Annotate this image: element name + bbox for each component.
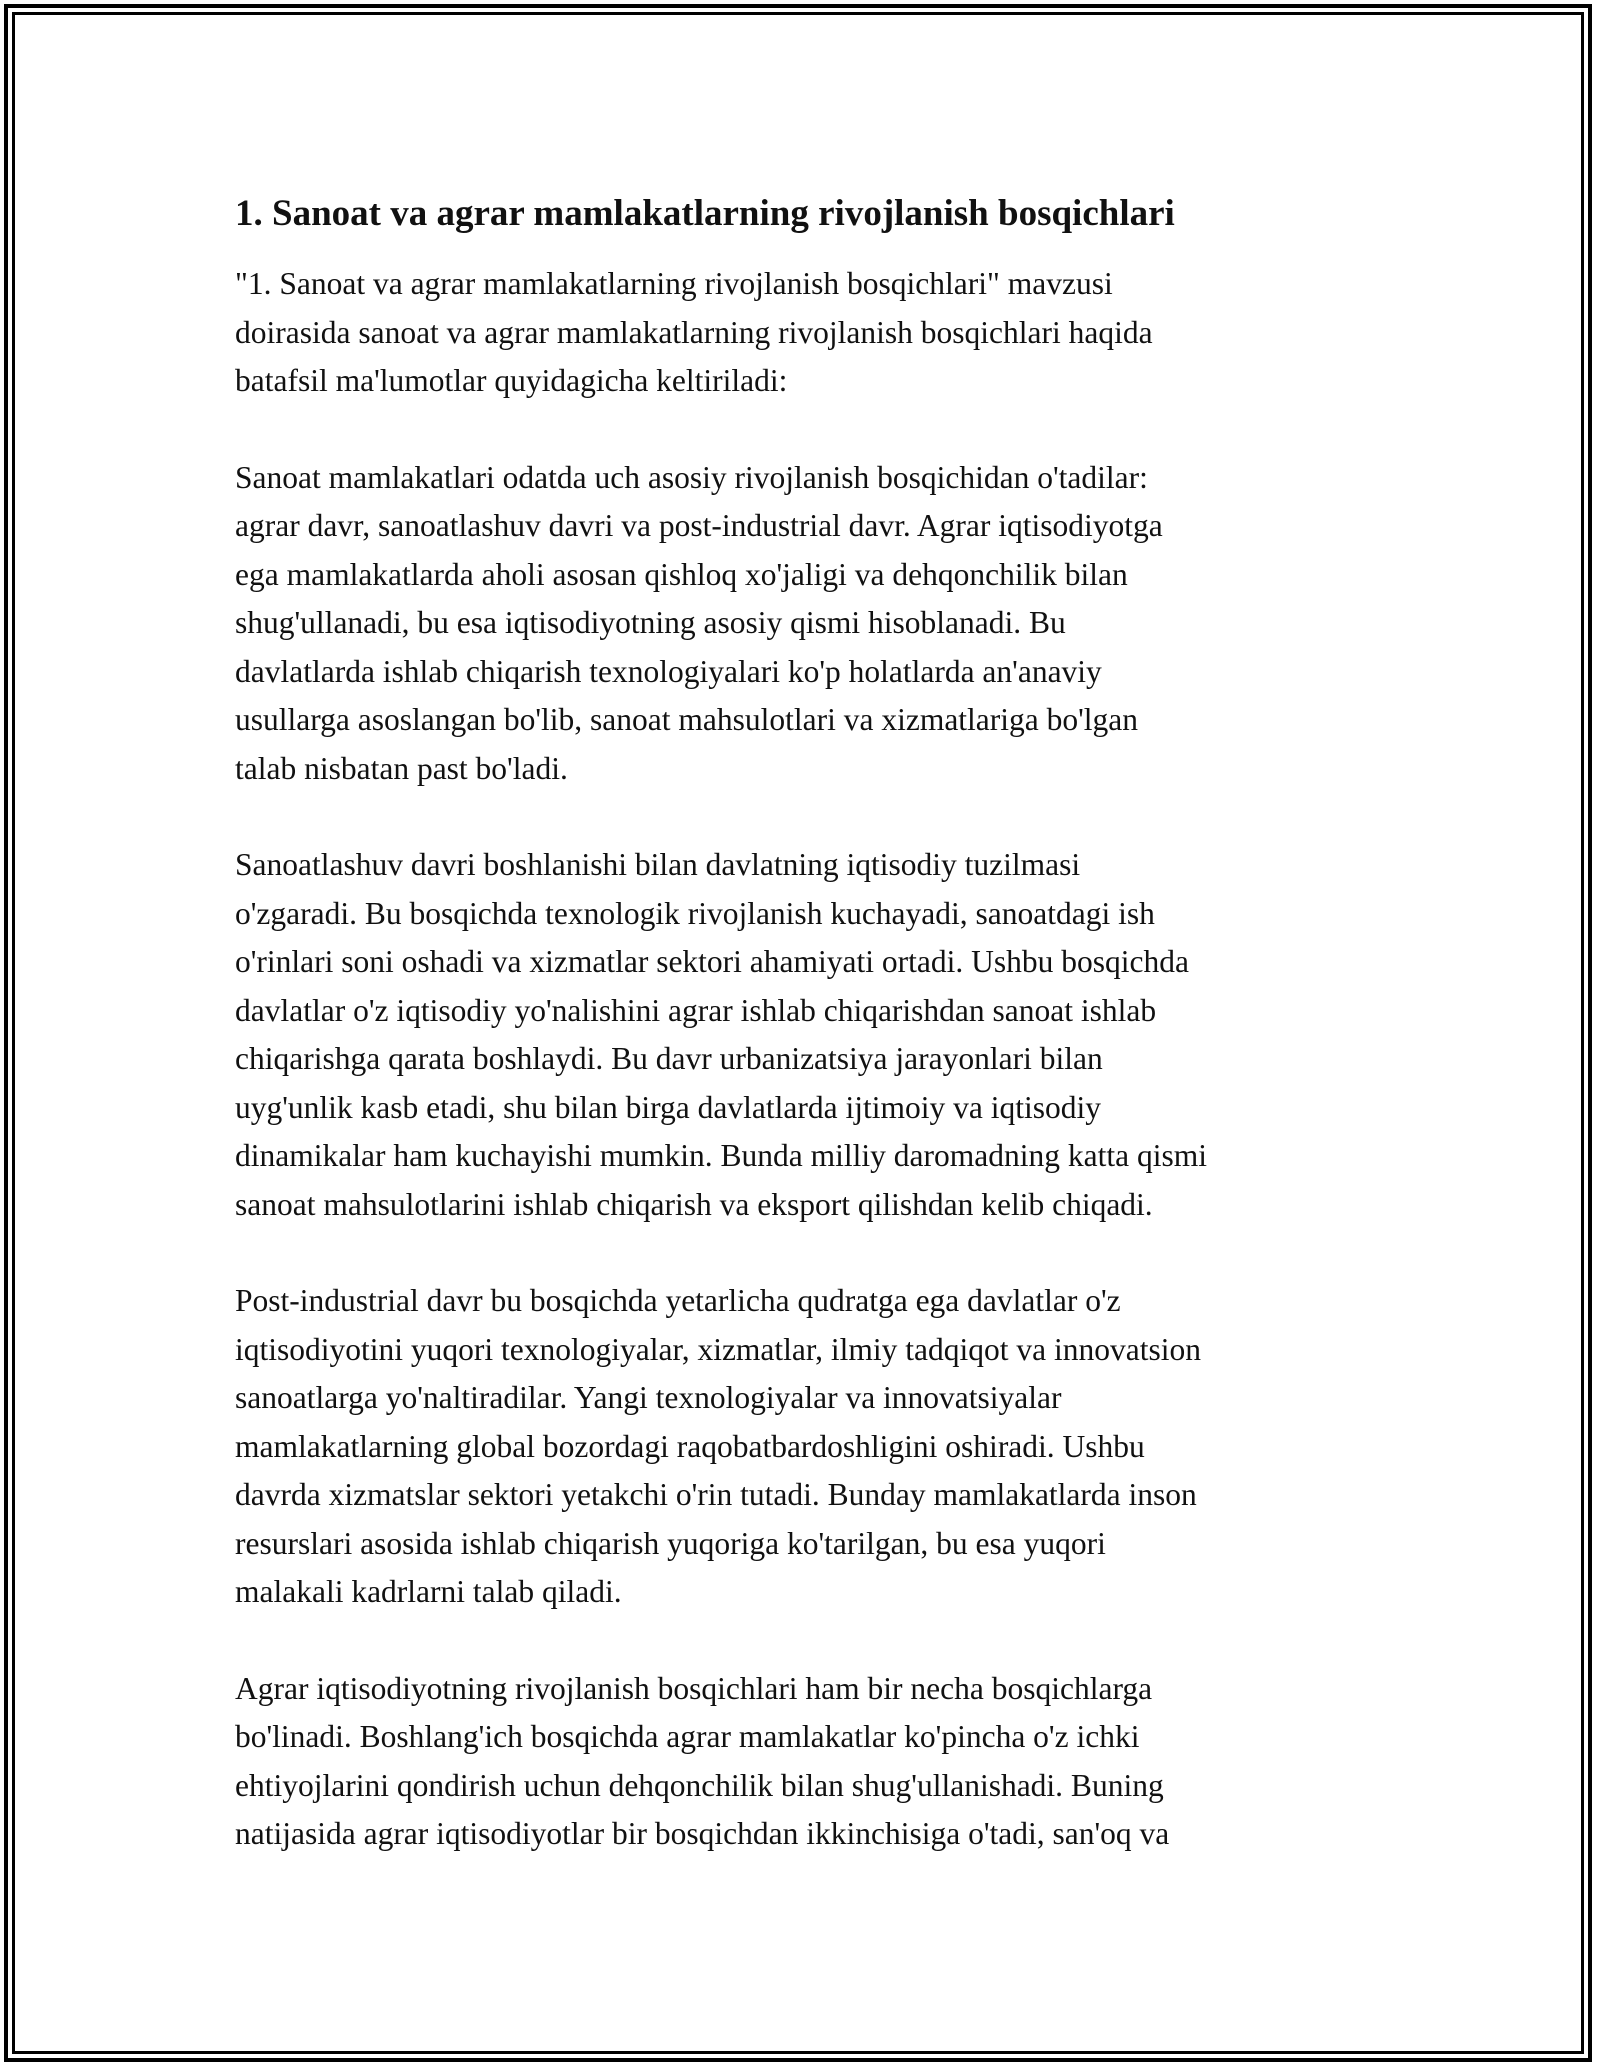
paragraph-intro bbox=[235, 260, 1375, 406]
document-heading: 1. Sanoat va agrar mamlakatlarning rivojlanish bosqichlari bbox=[235, 193, 1175, 234]
paragraph-line: batafsil ma'lumotlar quyidagicha keltiriladi: bbox=[235, 363, 788, 398]
paragraph-line: iqtisodiyotini yuqori texnologiyalar, xizmatlar, ilmiy tadqiqot va innovatsion bbox=[235, 1331, 1201, 1367]
paragraph-line: o'zgaradi. Bu bosqichda texnologik rivojlanish kuchayadi, sanoatdagi ish bbox=[235, 895, 1155, 931]
paragraph-line: davlatlarda ishlab chiqarish texnologiyalari ko'p holatlarda an'anaviy bbox=[235, 653, 1102, 689]
paragraph-industrial-stages bbox=[235, 454, 1375, 794]
paragraph-line: Agrar iqtisodiyotning rivojlanish bosqichlari ham bir necha bosqichlarga bbox=[235, 1670, 1153, 1706]
paragraph-line: Sanoatlashuv davri boshlanishi bilan davlatning iqtisodiy tuzilmasi bbox=[235, 847, 1081, 882]
paragraph-agrarian-stages bbox=[235, 1665, 1375, 1859]
paragraph-line: resurslari asosida ishlab chiqarish yuqoriga ko'tarilgan, bu esa yuqori bbox=[235, 1525, 1106, 1561]
paragraph-line: dinamikalar ham kuchayishi mumkin. Bunda milliy daromadning katta qismi bbox=[235, 1138, 1207, 1173]
paragraph-line: Sanoat mamlakatlari odatda uch asosiy rivojlanish bosqichidan o'tadilar: bbox=[235, 459, 1148, 495]
paragraph-line: sanoatlarga yo'naltiradilar. Yangi texnologiyalar va innovatsiyalar bbox=[235, 1380, 1062, 1415]
paragraph-line: chiqarishga qarata boshlaydi. Bu davr urbanizatsiya jarayonlari bilan bbox=[235, 1041, 1103, 1076]
paragraph-line: talab nisbatan past bo'ladi. bbox=[235, 750, 568, 786]
paragraph-line: davlatlar o'z iqtisodiy yo'nalishini agrar ishlab chiqarishdan sanoat ishlab bbox=[235, 992, 1157, 1028]
paragraph-line: ega mamlakatlarda aholi asosan qishloq xo'jaligi va dehqonchilik bilan bbox=[235, 556, 1128, 592]
paragraph-line: "1. Sanoat va agrar mamlakatlarning rivojlanish bosqichlari" mavzusi bbox=[235, 266, 1113, 301]
paragraph-line: bo'linadi. Boshlang'ich bosqichda agrar mamlakatlar ko'pincha o'z ichki bbox=[235, 1719, 1140, 1754]
paragraph-line: doirasida sanoat va agrar mamlakatlarning rivojlanish bosqichlari haqida bbox=[235, 314, 1153, 350]
paragraph-line: sanoat mahsulotlarini ishlab chiqarish va eksport qilishdan kelib chiqadi. bbox=[235, 1186, 1153, 1222]
paragraph-industrialization bbox=[235, 841, 1375, 1229]
paragraph-line: malakali kadrlarni talab qiladi. bbox=[235, 1574, 622, 1609]
paragraph-line: ehtiyojlarini qondirish uchun dehqonchilik bilan shug'ullanishadi. Buning bbox=[235, 1767, 1164, 1803]
paragraph-line: usullarga asoslangan bo'lib, sanoat mahsulotlari va xizmatlariga bo'lgan bbox=[235, 702, 1139, 737]
paragraph-line: o'rinlari soni oshadi va xizmatlar sektori ahamiyati ortadi. Ushbu bosqichda bbox=[235, 944, 1189, 979]
paragraph-line: shug'ullanadi, bu esa iqtisodiyotning asosiy qismi hisoblanadi. Bu bbox=[235, 605, 1066, 640]
paragraph-line: agrar davr, sanoatlashuv davri va post-industrial davr. Agrar iqtisodiyotga bbox=[235, 508, 1163, 543]
paragraph-line: davrda xizmatslar sektori yetakchi o'rin tutadi. Bunday mamlakatlarda inson bbox=[235, 1477, 1197, 1512]
paragraph-line: Post-industrial davr bu bosqichda yetarlicha qudratga ega davlatlar o'z bbox=[235, 1283, 1121, 1318]
paragraph-line: natijasida agrar iqtisodiyotlar bir bosqichdan ikkinchisiga o'tadi, san'oq va bbox=[235, 1816, 1170, 1851]
paragraph-line: uyg'unlik kasb etadi, shu bilan birga davlatlarda ijtimoiy va iqtisodiy bbox=[235, 1089, 1101, 1125]
paragraph-line: mamlakatlarning global bozordagi raqobatbardoshligini oshiradi. Ushbu bbox=[235, 1428, 1145, 1464]
paragraph-post-industrial bbox=[235, 1277, 1375, 1617]
document-body bbox=[235, 190, 1375, 1907]
